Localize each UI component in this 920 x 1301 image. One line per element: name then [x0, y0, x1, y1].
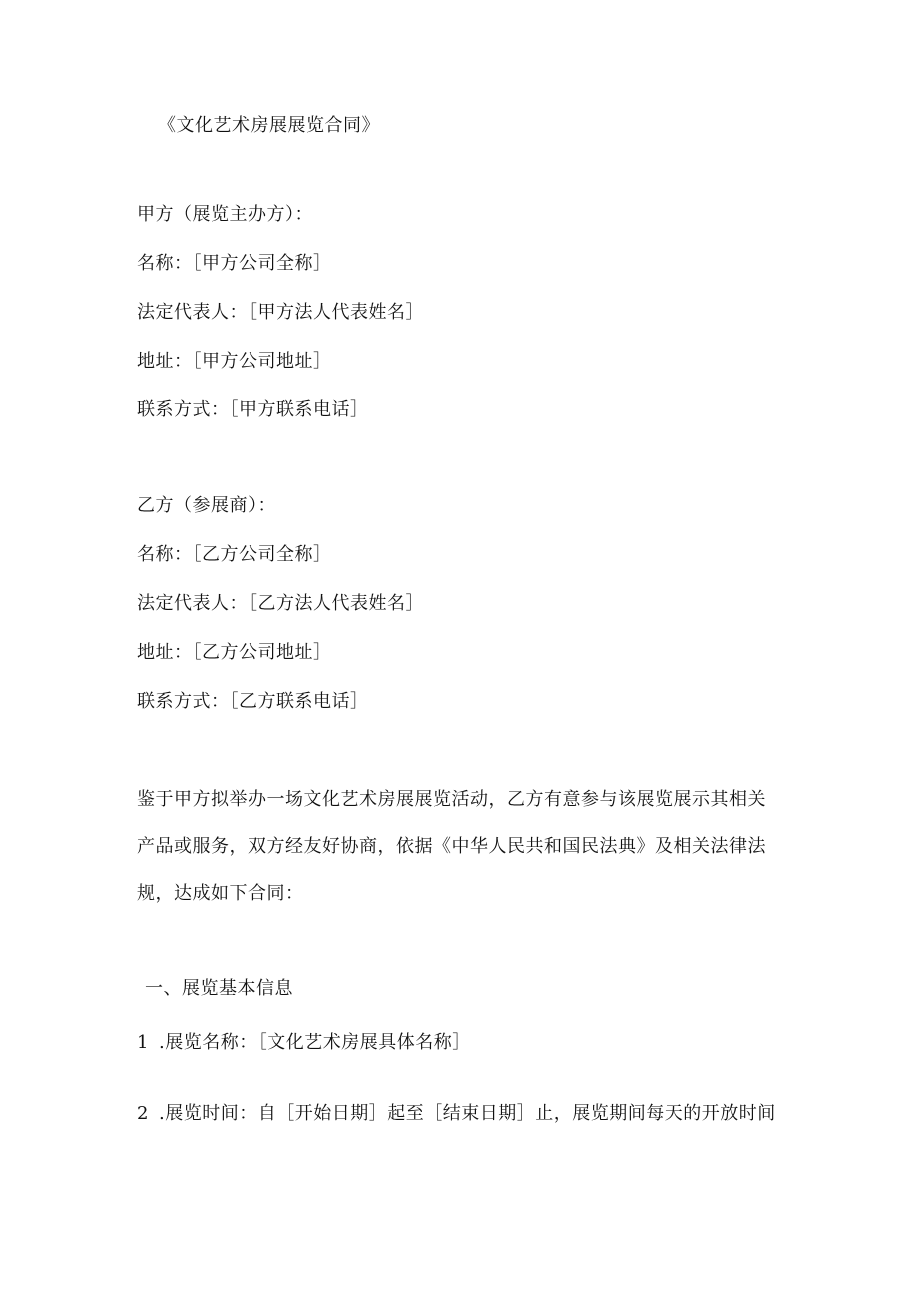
item-text: .展览时间：自［开始日期］起至［结束日期］止，展览期间每天的开放时间 [159, 1103, 776, 1124]
preamble-line: 规，达成如下合同： [137, 883, 304, 904]
item-number: 2 [137, 1103, 149, 1124]
section-1-heading: 一、展览基本信息 [145, 978, 293, 999]
section-1-item [137, 1102, 776, 1126]
section-1-item [137, 1031, 471, 1055]
party-b-name: 名称：［乙方公司全称］ [137, 544, 332, 565]
party-a-contact: 联系方式：［甲方联系电话］ [137, 399, 369, 420]
party-b-address: 地址：［乙方公司地址］ [137, 642, 332, 663]
preamble-paragraph [137, 776, 787, 917]
party-a-name: 名称：［甲方公司全称］ [137, 253, 332, 274]
preamble-line: 鉴于甲方拟举办一场文化艺术房展展览活动，乙方有意参与该展览展示其相关 [137, 789, 766, 810]
item-number: 1 [137, 1032, 149, 1053]
party-b-heading: 乙方（参展商）： [137, 495, 276, 516]
document-title: 《文化艺术房展展览合同》 [158, 115, 380, 136]
item-text: .展览名称：［文化艺术房展具体名称］ [159, 1032, 471, 1053]
party-a-representative: 法定代表人：［甲方法人代表姓名］ [137, 302, 424, 323]
party-a-address: 地址：［甲方公司地址］ [137, 351, 332, 372]
party-b-representative: 法定代表人：［乙方法人代表姓名］ [137, 593, 424, 614]
preamble-line: 产品或服务，双方经友好协商，依据《中华人民共和国民法典》及相关法律法 [137, 836, 766, 857]
party-b-contact: 联系方式：［乙方联系电话］ [137, 691, 369, 712]
party-a-heading: 甲方（展览主办方）： [137, 204, 313, 225]
